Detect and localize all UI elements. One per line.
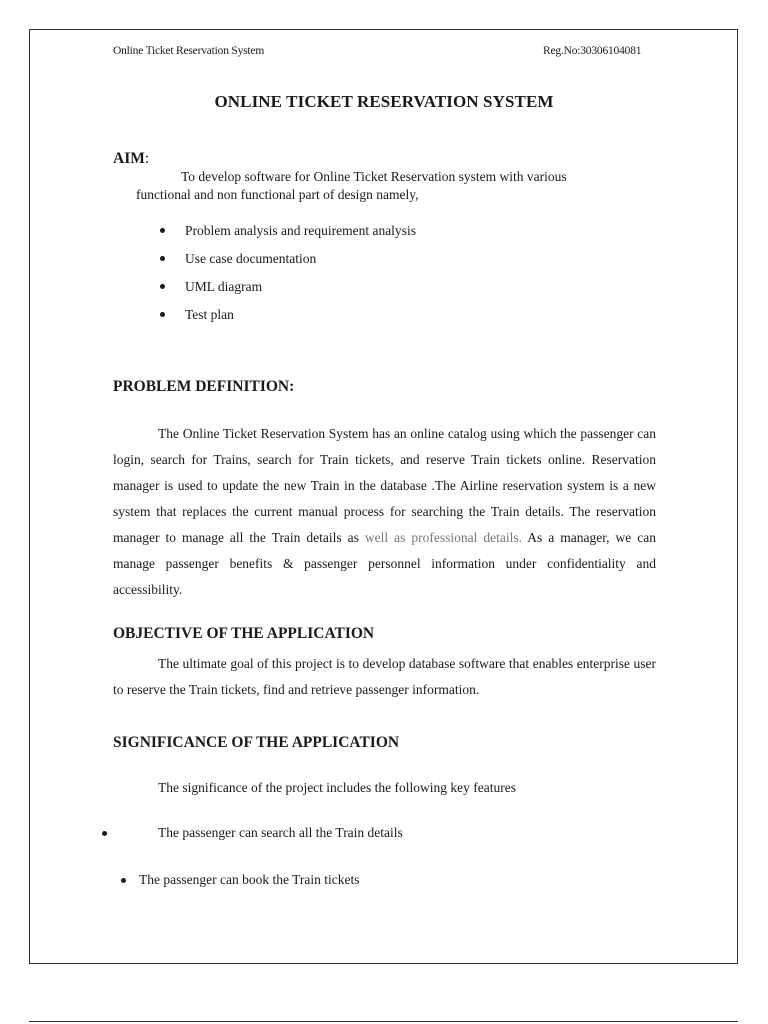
significance-bullet-book: The passenger can book the Train tickets [139,872,360,887]
bullet-icon [160,312,165,317]
list-item [160,249,416,277]
list-item [160,221,416,249]
problem-definition-text: The Online Ticket Reservation System has an online catalog using which the passenger can login, search for Trains, search for Train tickets, and reserve Train tickets online. Reservation manager is used to update the new Train in the database .The Airline reservation system is a new system that replaces the current manual process for searching the Train details. The reservation manager to manage all the Train details as [113,426,656,545]
header-left: Online Ticket Reservation System [113,45,265,57]
list-item-text: Test plan [185,307,234,322]
significance-intro: The significance of the project includes the following key features [158,780,516,795]
bullet-icon [160,228,165,233]
list-item-text: Use case documentation [185,251,317,266]
significance-heading: SIGNIFICANCE OF THE APPLICATION [113,734,400,751]
problem-definition-paragraph [113,421,656,603]
aim-heading-label: AIM [113,150,145,167]
aim-heading [113,150,149,168]
list-item [160,305,416,333]
aim-text-line2: functional and non functional part of design namely, [136,187,419,202]
objective-paragraph: The ultimate goal of this project is to develop database software that enables enterprise user to reserve the Train tickets, find and retrieve passenger information. [113,656,656,697]
list-item-text: Problem analysis and requirement analysis [185,223,416,238]
aim-text-line1: To develop software for Online Ticket Reservation system with various [181,169,567,184]
bullet-icon [160,284,165,289]
objective-heading: OBJECTIVE OF THE APPLICATION [113,625,375,642]
aim-heading-colon: : [144,150,150,167]
bullet-icon [160,256,165,261]
problem-definition-heading: PROBLEM DEFINITION: [113,378,295,395]
header-right-reg-no: Reg.No:30306104081 [543,45,642,57]
footer-divider [29,1021,738,1022]
bullet-icon [121,878,126,883]
problem-definition-text-gray: well as professional details. [364,530,522,545]
problem-definition-text-end: As a manager, we can manage passenger benefits & passenger personnel information under confidentiality and accessibility. [113,530,656,597]
list-item-text: UML diagram [185,279,263,294]
significance-bullet-search: The passenger can search all the Train details [158,825,403,840]
document-title: ONLINE TICKET RESERVATION SYSTEM [214,92,554,111]
aim-bullet-list [160,221,416,333]
list-item [160,277,416,305]
bullet-icon [102,831,107,836]
